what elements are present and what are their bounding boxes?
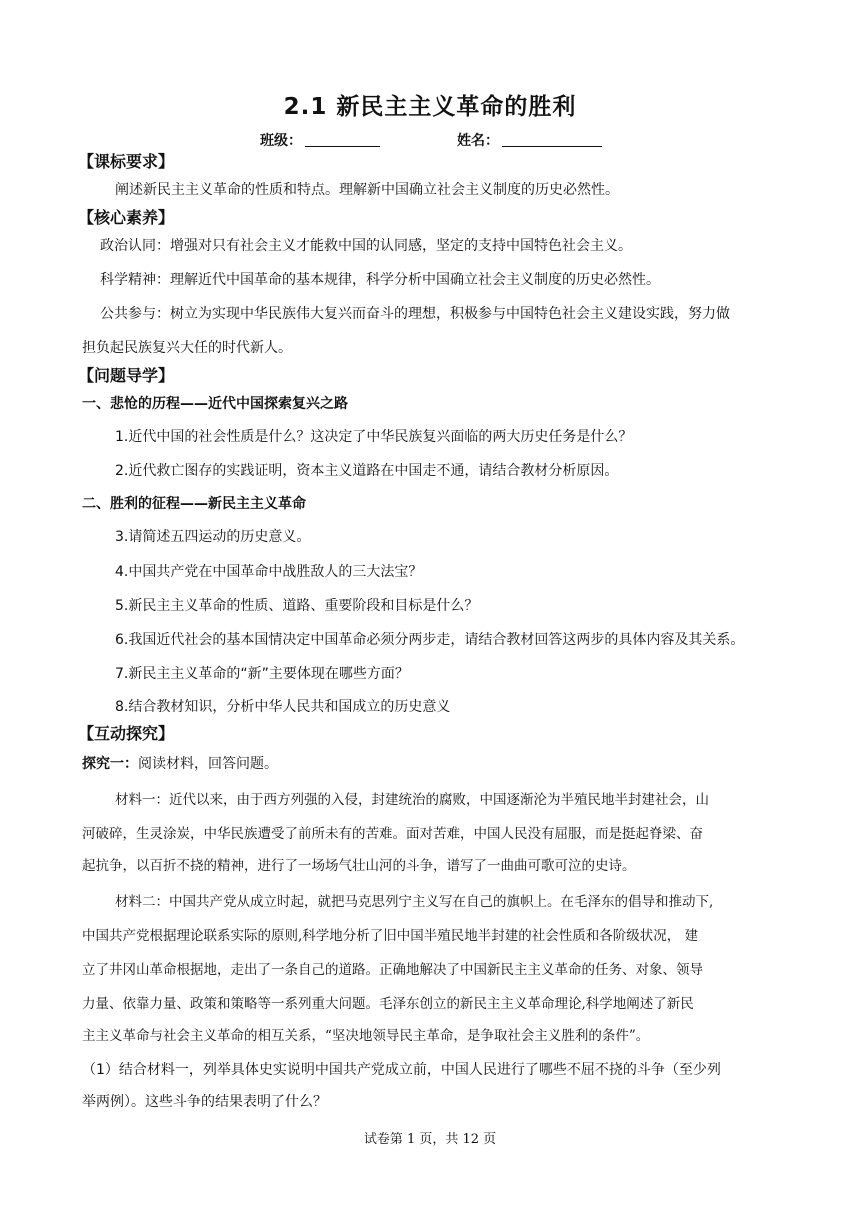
guide-part1-title: 一、悲怆的历程——近代中国探索复兴之路 — [82, 396, 348, 412]
name-blank — [502, 146, 602, 147]
guide-question: 6.我国近代社会的基本国情决定中国革命必须分两步走，请结合教材回答这两步的具体内容及其关系。 — [115, 632, 745, 648]
guide-question: 2.近代救亡图存的实践证明，资本主义道路在中国走不通，请结合教材分析原因。 — [115, 463, 619, 479]
material-line: 河破碎，生灵涂炭，中华民族遭受了前所未有的苦难。面对苦难，中国人民没有屈服，而是挺起脊梁、奋 — [82, 826, 703, 842]
material-line: 主主义革命与社会主义革命的相互关系，“坚决地领导民主革命，是争取社会主义胜利的条件”。 — [82, 1028, 650, 1044]
guide-question: 5.新民主主义革命的性质、道路、重要阶段和目标是什么？ — [115, 598, 479, 614]
material-line: 起抗争，以百折不挠的精神，进行了一场场气壮山河的斗争，谱写了一曲曲可歌可泣的史诗。 — [82, 858, 636, 874]
class-blank — [305, 146, 380, 147]
explore-intro-label: 探究一： — [82, 756, 138, 772]
literacy-line: 政治认同：增强对只有社会主义才能救中国的认同感，坚定的支持中国特色社会主义。 — [100, 238, 632, 254]
material-line: 中国共产党根据理论联系实际的原则,科学地分析了旧中国半殖民地半封建的社会性质和各阶级状况， 建 — [82, 928, 699, 944]
page-footer: 试卷第 1 页，共 12 页 — [363, 1132, 497, 1147]
literacy-line: 公共参与：树立为实现中华民族伟大复兴而奋斗的理想，积极参与中国特色社会主义建设实践，努力做 — [100, 306, 730, 322]
literacy-line: 科学精神：理解近代中国革命的基本规律，科学分析中国确立社会主义制度的历史必然性。 — [100, 272, 660, 288]
literacy-line: 担负起民族复兴大任的时代新人。 — [82, 340, 292, 356]
guide-question: 4.中国共产党在中国革命中战胜敌人的三大法宝？ — [115, 564, 423, 580]
material-line: 立了井冈山革命根据地，走出了一条自己的道路。正确地解决了中国新民主主义革命的任务、对象、领导 — [82, 962, 703, 978]
material-line: 材料一：近代以来，由于西方列强的入侵，封建统治的腐败，中国逐渐沦为半殖民地半封建社会，山 — [115, 792, 709, 808]
name-label: 姓名： — [457, 133, 499, 149]
guide-question: 8.结合教材知识，分析中华人民共和国成立的历史意义 — [115, 699, 451, 715]
explore-intro — [82, 754, 278, 774]
material-line: 材料二：中国共产党从成立时起，就把马克思列宁主义写在自己的旗帜上。在毛泽东的倡导和推动下, — [115, 894, 714, 910]
guide-part2-title: 二、胜利的征程——新民主主义革命 — [82, 496, 306, 512]
curriculum-text: 阐述新民主主义革命的性质和特点。理解新中国确立社会主义制度的历史必然性。 — [115, 182, 619, 198]
section-header-explore: 【互动探究】 — [78, 724, 175, 743]
guide-question: 3.请简述五四运动的历史意义。 — [115, 529, 311, 545]
guide-question: 7.新民主主义革命的“新”主要体现在哪些方面？ — [115, 666, 409, 682]
section-header-guide: 【问题导学】 — [78, 366, 175, 385]
explore-intro-text: 阅读材料，回答问题。 — [138, 756, 278, 772]
material-line: 力量、依靠力量、政策和策略等一系列重大问题。毛泽东创立的新民主主义革命理论,科学地阐述了新民 — [82, 996, 694, 1012]
question-line: （1）结合材料一，列举具体史实说明中国共产党成立前，中国人民进行了哪些不屈不挠的斗争（至少列 — [82, 1062, 721, 1078]
section-header-curriculum: 【课标要求】 — [78, 152, 175, 171]
guide-question: 1.近代中国的社会性质是什么？这决定了中华民族复兴面临的两大历史任务是什么？ — [115, 429, 633, 445]
class-label: 班级： — [260, 133, 302, 149]
section-header-literacy: 【核心素养】 — [78, 208, 175, 227]
question-line: 举两例）。这些斗争的结果表明了什么？ — [82, 1094, 327, 1110]
page-title: 2.1 新民主主义革命的胜利 — [283, 94, 577, 120]
